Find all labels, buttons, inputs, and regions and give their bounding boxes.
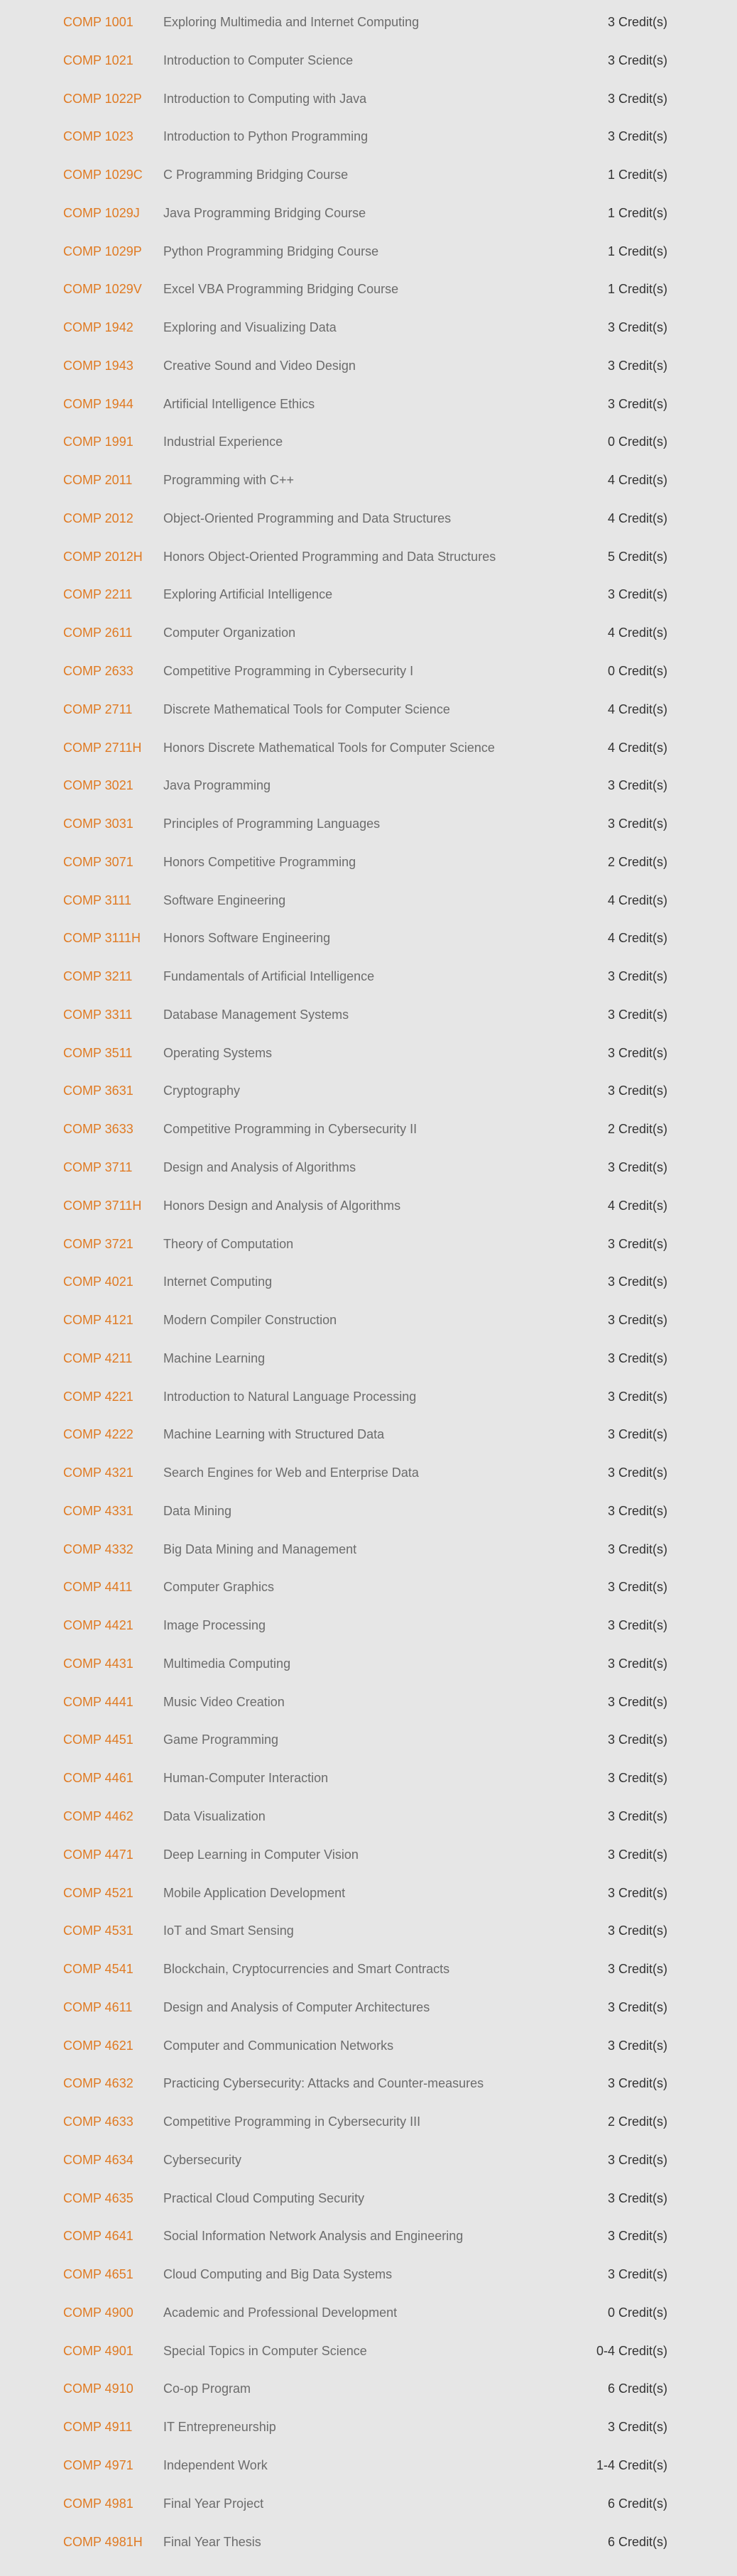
course-title: Java Programming Bridging Course [163,205,366,220]
course-credits: 3 Credit(s) [607,1159,667,1174]
course-code-link[interactable]: COMP 4431 [63,1656,133,1671]
course-title: Multimedia Computing [163,1656,291,1671]
course-code-link[interactable]: COMP 4221 [63,1389,133,1404]
course-credits: 3 Credit(s) [607,2229,667,2244]
course-credits: 1 Credit(s) [607,168,667,182]
course-row [0,892,737,930]
course-credits: 3 Credit(s) [607,778,667,793]
course-row [0,1044,737,1083]
course-row [0,1769,737,1808]
course-code-link[interactable]: COMP 4634 [63,2152,133,2167]
course-title: Competitive Programming in Cybersecurity I [163,664,414,679]
course-code-link[interactable]: COMP 3631 [63,1084,133,1098]
course-title: Programming with C++ [163,473,295,488]
course-credits: 3 Credit(s) [607,1808,667,1823]
course-code-link[interactable]: COMP 1942 [63,320,133,335]
course-code-link[interactable]: COMP 4651 [63,2267,133,2282]
course-code-link[interactable]: COMP 4021 [63,1275,133,1289]
course-row [0,2227,737,2266]
course-code-link[interactable]: COMP 4451 [63,1732,133,1747]
course-title: Big Data Mining and Management [163,1541,357,1556]
course-row [0,2380,737,2418]
course-credits: 4 Credit(s) [607,931,667,946]
course-list [0,13,737,2571]
course-row [0,395,737,434]
course-credits: 3 Credit(s) [607,1962,667,1977]
course-row [0,90,737,129]
course-code-link[interactable]: COMP 4462 [63,1808,133,1823]
course-credits: 3 Credit(s) [607,1885,667,1900]
course-row [0,968,737,1006]
course-code-link[interactable]: COMP 3071 [63,854,133,869]
course-title: Cloud Computing and Big Data Systems [163,2267,393,2282]
course-credits: 3 Credit(s) [607,2190,667,2205]
course-code-link[interactable]: COMP 1944 [63,396,133,411]
course-title: Competitive Programming in Cybersecurity III [163,2114,421,2129]
course-title: Honors Object-Oriented Programming and Data Structures [163,549,496,564]
course-credits: 3 Credit(s) [607,1694,667,1709]
course-row [0,1082,737,1120]
course-credits: 3 Credit(s) [607,1275,667,1289]
course-title: Computer Graphics [163,1580,275,1595]
course-credits: 3 Credit(s) [607,2076,667,2091]
course-row [0,128,737,166]
course-credits: 3 Credit(s) [607,1313,667,1328]
course-title: Operating Systems [163,1045,273,1060]
course-row [0,701,737,739]
course-title: Exploring and Visualizing Data [163,320,337,335]
course-title: Practical Cloud Computing Security [163,2190,365,2205]
course-row [0,1846,737,1884]
course-title: Excel VBA Programming Bridging Course [163,282,399,297]
course-title: Industrial Experience [163,435,283,449]
course-title: Computer Organization [163,626,296,640]
course-row [0,1120,737,1159]
course-credits: 6 Credit(s) [607,2381,667,2396]
course-row [0,319,737,357]
course-title: Mobile Application Development [163,1885,346,1900]
course-row [0,2457,737,2495]
course-row [0,166,737,204]
course-credits: 6 Credit(s) [607,2496,667,2511]
course-credits: 3 Credit(s) [607,320,667,335]
course-code-link[interactable]: COMP 2012H [63,549,143,564]
course-row [0,1808,737,1846]
course-credits: 3 Credit(s) [607,1618,667,1633]
course-row [0,1197,737,1235]
course-title: Competitive Programming in Cybersecurity II [163,1122,417,1137]
course-row [0,2495,737,2533]
course-code-link[interactable]: COMP 4441 [63,1694,133,1709]
course-code-link[interactable]: COMP 4981 [63,2496,133,2511]
course-code-link[interactable]: COMP 2012 [63,511,133,525]
course-code-link[interactable]: COMP 4971 [63,2458,133,2472]
course-row [0,433,737,471]
course-credits: 5 Credit(s) [607,549,667,564]
course-row [0,1273,737,1311]
course-credits: 4 Credit(s) [607,702,667,716]
course-credits: 4 Credit(s) [607,893,667,907]
course-code-link[interactable]: COMP 4331 [63,1503,133,1518]
course-code-link[interactable]: COMP 1943 [63,358,133,373]
course-credits: 3 Credit(s) [607,1503,667,1518]
course-code-link[interactable]: COMP 4632 [63,2076,133,2091]
course-code-link[interactable]: COMP 2211 [63,587,133,602]
course-code-link[interactable]: COMP 4911 [63,2420,133,2435]
course-title: Music Video Creation [163,1694,285,1709]
course-credits: 0 Credit(s) [607,435,667,449]
course-credits: 3 Credit(s) [607,1541,667,1556]
course-code-link[interactable]: COMP 3111H [63,931,141,946]
course-row [0,586,737,624]
course-credits: 3 Credit(s) [607,1045,667,1060]
course-title: Design and Analysis of Algorithms [163,1159,356,1174]
course-credits: 2 Credit(s) [607,2114,667,2129]
course-title: Human-Computer Interaction [163,1771,329,1786]
course-row [0,2418,737,2457]
course-credits: 3 Credit(s) [607,2038,667,2053]
course-title: Cybersecurity [163,2152,242,2167]
course-code-link[interactable]: COMP 4621 [63,2038,133,2053]
course-row [0,1159,737,1197]
course-row [0,624,737,662]
course-title: Independent Work [163,2458,268,2472]
course-title: Introduction to Computer Science [163,53,354,67]
course-row [0,1541,737,1579]
course-credits: 3 Credit(s) [607,53,667,67]
course-row [0,2113,737,2151]
course-code-link[interactable]: COMP 4521 [63,1885,133,1900]
course-title: Final Year Project [163,2496,264,2511]
course-title: Image Processing [163,1618,266,1633]
course-title: Modern Compiler Construction [163,1313,337,1328]
course-code-link[interactable]: COMP 2711H [63,740,142,755]
course-credits: 2 Credit(s) [607,1122,667,1137]
course-title: Cryptography [163,1084,241,1098]
course-title: Honors Competitive Programming [163,854,356,869]
course-title: Final Year Thesis [163,2534,261,2549]
course-title: Internet Computing [163,1275,273,1289]
course-credits: 3 Credit(s) [607,15,667,29]
course-credits: 3 Credit(s) [607,587,667,602]
course-title: Special Topics in Computer Science [163,2343,367,2358]
course-title: Principles of Programming Languages [163,817,381,831]
course-credits: 3 Credit(s) [607,1389,667,1404]
course-credits: 4 Credit(s) [607,1198,667,1213]
course-credits: 3 Credit(s) [607,2420,667,2435]
course-credits: 3 Credit(s) [607,1084,667,1098]
course-credits: 3 Credit(s) [607,1732,667,1747]
course-title: Python Programming Bridging Course [163,244,379,258]
course-code-link[interactable]: COMP 4332 [63,1541,133,1556]
course-row [0,1922,737,1960]
course-title: Social Information Network Analysis and Engineering [163,2229,464,2244]
course-code-link[interactable]: COMP 4541 [63,1962,133,1977]
course-row [0,662,737,701]
course-title: Design and Analysis of Computer Architectures [163,1999,430,2014]
course-credits: 4 Credit(s) [607,473,667,488]
course-credits: 0 Credit(s) [607,2305,667,2320]
course-code-link[interactable]: COMP 4411 [63,1580,133,1595]
course-code-link[interactable]: COMP 3721 [63,1236,133,1251]
course-code-link[interactable]: COMP 4421 [63,1618,133,1633]
course-row [0,1350,737,1388]
course-title: Computer and Communication Networks [163,2038,394,2053]
course-row [0,1502,737,1541]
course-credits: 3 Credit(s) [607,1236,667,1251]
course-row [0,1884,737,1923]
course-credits: 3 Credit(s) [607,1007,667,1022]
course-credits: 3 Credit(s) [607,1466,667,1480]
course-title: C Programming Bridging Course [163,168,349,182]
course-credits: 3 Credit(s) [607,1656,667,1671]
course-code-link[interactable]: COMP 4910 [63,2381,133,2396]
course-row [0,1693,737,1732]
course-row [0,1235,737,1274]
course-title: Database Management Systems [163,1007,349,1022]
course-code-link[interactable]: COMP 3311 [63,1007,133,1022]
course-code-link[interactable]: COMP 1023 [63,129,133,144]
course-title: Deep Learning in Computer Vision [163,1847,359,1862]
course-code-link[interactable]: COMP 2633 [63,664,133,679]
course-row [0,471,737,510]
course-credits: 3 Credit(s) [607,1771,667,1786]
course-row [0,2037,737,2075]
course-title: Fundamentals of Artificial Intelligence [163,969,375,984]
course-code-link[interactable]: COMP 3633 [63,1122,133,1137]
course-credits: 3 Credit(s) [607,1847,667,1862]
course-title: Introduction to Python Programming [163,129,368,144]
course-credits: 3 Credit(s) [607,91,667,106]
course-title: Data Visualization [163,1808,266,1823]
course-row [0,853,737,892]
course-credits: 0 Credit(s) [607,664,667,679]
course-row [0,1426,737,1464]
course-title: Honors Software Engineering [163,931,331,946]
course-row [0,1388,737,1426]
course-credits: 3 Credit(s) [607,817,667,831]
course-row [0,280,737,319]
course-code-link[interactable]: COMP 4633 [63,2114,133,2129]
course-title: Co-op Program [163,2381,251,2396]
course-code-link[interactable]: COMP 4121 [63,1313,133,1328]
course-title: Data Mining [163,1503,232,1518]
course-row [0,2151,737,2190]
course-title: Artificial Intelligence Ethics [163,396,315,411]
course-code-link[interactable]: COMP 1029V [63,282,142,297]
course-title: Exploring Multimedia and Internet Computing [163,15,420,29]
course-code-link[interactable]: COMP 3511 [63,1045,133,1060]
course-title: IT Entrepreneurship [163,2420,276,2435]
course-code-link[interactable]: COMP 1021 [63,53,133,67]
course-row [0,510,737,548]
course-credits: 3 Credit(s) [607,2267,667,2282]
course-credits: 1 Credit(s) [607,205,667,220]
course-title: Search Engines for Web and Enterprise Data [163,1466,419,1480]
course-row [0,1311,737,1350]
course-credits: 3 Credit(s) [607,396,667,411]
course-credits: 1 Credit(s) [607,282,667,297]
course-code-link[interactable]: COMP 3711 [63,1159,133,1174]
course-credits: 1 Credit(s) [607,244,667,258]
course-code-link[interactable]: COMP 2611 [63,626,133,640]
course-row [0,1960,737,1999]
course-row [0,1617,737,1655]
course-code-link[interactable]: COMP 1029J [63,205,140,220]
course-code-link[interactable]: COMP 4531 [63,1923,133,1938]
course-row [0,2190,737,2228]
course-code-link[interactable]: COMP 1991 [63,435,133,449]
course-credits: 3 Credit(s) [607,1923,667,1938]
course-code-link[interactable]: COMP 1001 [63,15,133,29]
course-row [0,1464,737,1502]
course-credits: 3 Credit(s) [607,1350,667,1365]
course-row [0,2342,737,2381]
course-title: Practicing Cybersecurity: Attacks and Counter-measures [163,2076,484,2091]
course-row [0,13,737,52]
course-credits: 4 Credit(s) [607,626,667,640]
course-title: Academic and Professional Development [163,2305,398,2320]
course-code-link[interactable]: COMP 4211 [63,1350,133,1365]
course-code-link[interactable]: COMP 4461 [63,1771,133,1786]
course-code-link[interactable]: COMP 3111 [63,893,132,907]
course-row [0,52,737,90]
course-credits: 3 Credit(s) [607,129,667,144]
course-code-link[interactable]: COMP 4321 [63,1466,133,1480]
course-title: Software Engineering [163,893,286,907]
course-row [0,815,737,853]
course-title: Game Programming [163,1732,279,1747]
course-row [0,1006,737,1044]
course-code-link[interactable]: COMP 3021 [63,778,133,793]
course-row [0,548,737,586]
course-code-link[interactable]: COMP 4471 [63,1847,133,1862]
course-title: Java Programming [163,778,271,793]
course-code-link[interactable]: COMP 4635 [63,2190,133,2205]
course-credits: 3 Credit(s) [607,2152,667,2167]
course-credits: 3 Credit(s) [607,1427,667,1442]
course-row [0,1999,737,2037]
course-title: Introduction to Computing with Java [163,91,367,106]
course-code-link[interactable]: COMP 3211 [63,969,133,984]
course-credits: 6 Credit(s) [607,2534,667,2549]
course-credits: 4 Credit(s) [607,511,667,525]
course-code-link[interactable]: COMP 4641 [63,2229,133,2244]
course-title: Theory of Computation [163,1236,294,1251]
course-title: Machine Learning [163,1350,266,1365]
course-title: Object-Oriented Programming and Data Structures [163,511,452,525]
course-row [0,243,737,281]
course-row [0,2304,737,2342]
course-code-link[interactable]: COMP 1029C [63,168,143,182]
course-title: Honors Discrete Mathematical Tools for Computer Science [163,740,495,755]
course-credits: 3 Credit(s) [607,358,667,373]
course-title: Introduction to Natural Language Processing [163,1389,417,1404]
course-title: Blockchain, Cryptocurrencies and Smart Contracts [163,1962,450,1977]
course-row [0,204,737,243]
course-row [0,1578,737,1617]
course-code-link[interactable]: COMP 3711H [63,1198,142,1213]
course-title: Machine Learning with Structured Data [163,1427,385,1442]
course-credits: 4 Credit(s) [607,740,667,755]
course-code-link[interactable]: COMP 4981H [63,2534,143,2549]
course-code-link[interactable]: COMP 2011 [63,473,133,488]
course-row [0,1655,737,1693]
course-title: Creative Sound and Video Design [163,358,356,373]
course-credits: 0-4 Credit(s) [596,2343,667,2358]
course-credits: 3 Credit(s) [607,969,667,984]
course-title: Discrete Mathematical Tools for Computer Science [163,702,450,716]
course-credits: 2 Credit(s) [607,854,667,869]
course-code-link[interactable]: COMP 4222 [63,1427,133,1442]
course-row [0,357,737,395]
course-row [0,2533,737,2572]
course-title: Honors Design and Analysis of Algorithms [163,1198,401,1213]
course-code-link[interactable]: COMP 4901 [63,2343,133,2358]
course-credits: 3 Credit(s) [607,1580,667,1595]
course-credits: 1-4 Credit(s) [596,2458,667,2472]
course-row [0,2266,737,2304]
course-title: IoT and Smart Sensing [163,1923,294,1938]
course-code-link[interactable]: COMP 1029P [63,244,142,258]
course-row [0,1731,737,1769]
course-code-link[interactable]: COMP 2711 [63,702,133,716]
course-row [0,777,737,815]
course-code-link[interactable]: COMP 1022P [63,91,142,106]
course-code-link[interactable]: COMP 4900 [63,2305,133,2320]
course-title: Exploring Artificial Intelligence [163,587,333,602]
course-code-link[interactable]: COMP 4611 [63,1999,133,2014]
course-credits: 3 Credit(s) [607,1999,667,2014]
course-row [0,929,737,968]
course-code-link[interactable]: COMP 3031 [63,817,133,831]
course-row [0,739,737,777]
course-row [0,2075,737,2113]
